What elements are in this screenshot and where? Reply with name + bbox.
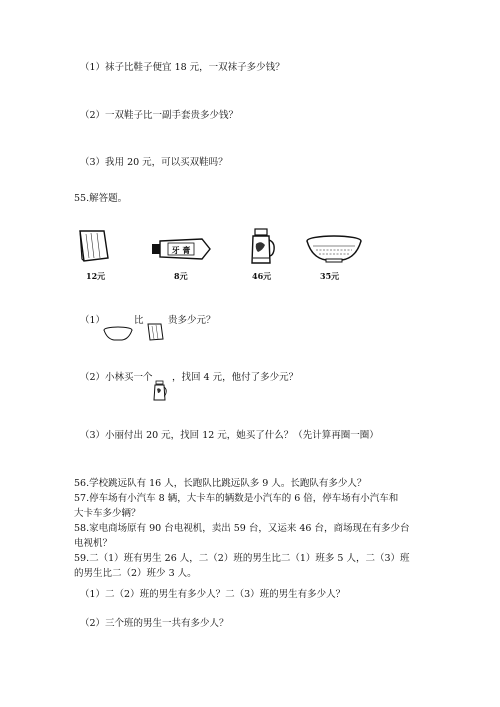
question-text: 56.学校跳远队有 16 人，长跑队比跳远队多 9 人。长跑队有多少人？ <box>74 478 367 489</box>
question-text: ，找回 4 元，他付了多少元？ <box>172 372 299 383</box>
question-text: （1）袜子比鞋子便宜 18 元，一双袜子多少钱？ <box>80 62 285 73</box>
price-label: 12元 <box>86 271 106 281</box>
question-text: 的男生比二（2）班少 3 人。 <box>74 568 197 579</box>
question-text: （3）小丽付出 20 元，找回 12 元，她买了什么？（先计算再圈一圈） <box>80 430 379 441</box>
question-text: （1）二（2）班的男生有多少人？二（3）班的男生有多少人？ <box>80 589 346 600</box>
towel-icon <box>146 322 166 342</box>
thermos-icon <box>248 228 276 266</box>
bowl-icon <box>102 326 134 342</box>
toothpaste-icon <box>150 236 212 262</box>
question-text: （2）三个班的男生一共有多少人？ <box>80 618 229 629</box>
price-label: 35元 <box>320 271 340 281</box>
bowl-icon <box>304 234 364 264</box>
question-text: 大卡车多少辆？ <box>74 508 141 519</box>
question-text: 57.停车场有小汽车 8 辆，大卡车的辆数是小汽车的 6 倍，停车场有小汽车和 <box>74 493 399 504</box>
question-text: 电视机？ <box>74 538 113 549</box>
towel-icon <box>76 228 112 264</box>
price-label: 8元 <box>174 271 188 281</box>
question-title: 55.解答题。 <box>74 193 128 204</box>
thermos-icon <box>152 380 168 402</box>
question-text: 贵多少元？ <box>168 315 216 326</box>
question-text: 58.家电商场原有 90 台电视机，卖出 59 台，又运来 46 台，商场现在有多少台 <box>74 523 410 534</box>
question-text: 59.二（1）班有男生 26 人，二（2）班的男生比二（1）班多 5 人，二（3）班 <box>74 553 410 564</box>
question-text: （2）小林买一个 <box>80 372 153 383</box>
question-text: （1） <box>80 315 106 326</box>
price-label: 46元 <box>252 271 272 281</box>
question-text: （3）我用 20 元，可以买双鞋吗？ <box>80 157 228 168</box>
toothpaste-label: 牙 膏 <box>171 246 191 255</box>
question-text: （2）一双鞋子比一副手套贵多少钱？ <box>80 110 239 121</box>
compare-word: 比 <box>134 315 144 326</box>
